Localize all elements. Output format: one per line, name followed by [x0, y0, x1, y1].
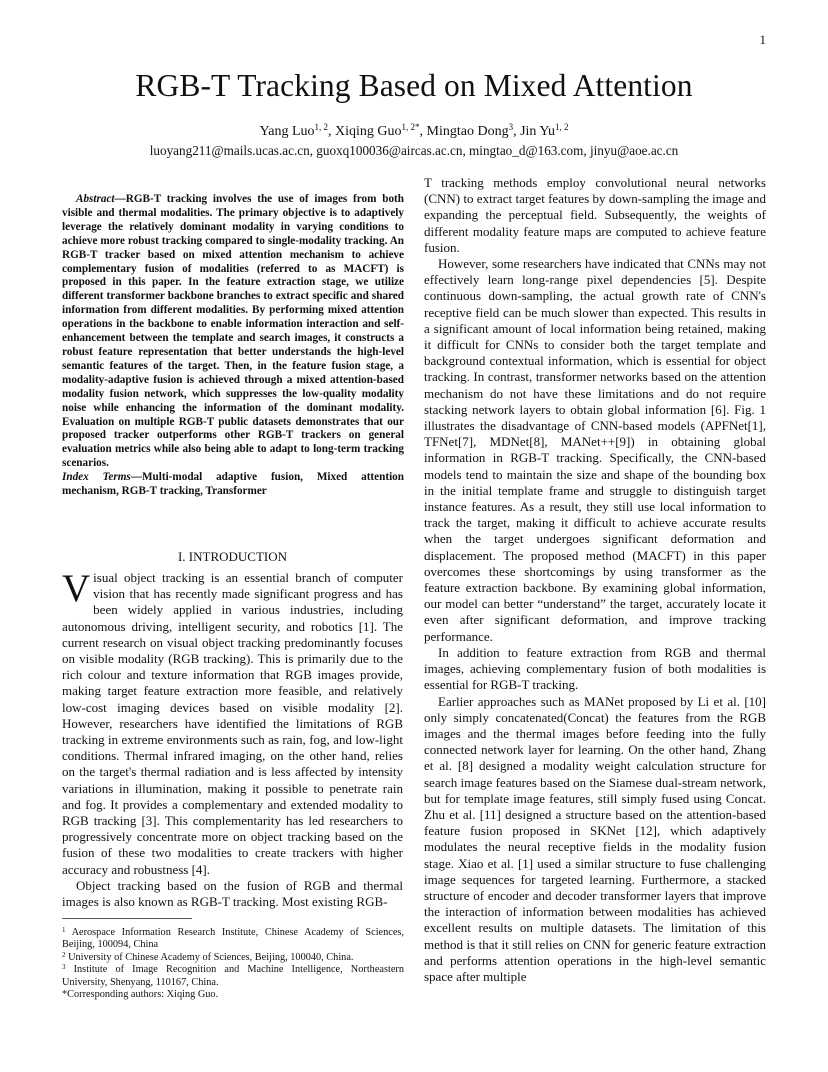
footnote-mark: 1	[62, 926, 66, 934]
author-line	[0, 124, 828, 140]
author-name: Jin Yu	[520, 124, 555, 139]
footnotes	[62, 927, 404, 1001]
intro-paragraph: Object tracking based on the fusion of RGB and thermal images is also known as RGB-T tracking. Most existing RGB-	[62, 877, 403, 910]
abstract-block	[62, 193, 404, 499]
intro-column	[62, 567, 403, 910]
right-column	[424, 175, 766, 985]
author-name: Xiqing Guo	[335, 124, 402, 139]
footnote-text: Aerospace Information Research Institute, Chinese Academy of Sciences, Beijing, 100094, China	[62, 927, 404, 951]
body-paragraph: However, some researchers have indicated that CNNs may not effectively learn long-range pixel dependencies [5]. Despite continuous down-sampling, the actual growth rate of CNN's receptive field can be much slower than expected. This results in a significant amount of local information being retained, making it difficult for CNNs to consider both the target template and background contextual information, which is essential for object tracking. In contrast, transformer networks based on the attention mechanism do not have these limitations and do not require stacking network layers to obtain global information [6]. Fig. 1 illustrates the disadvantage of CNN-based models (APFNet[1], TFNet[7], MDNet[8], MANet++[9]) in obtaining global information in RGB-T tracking. Specifically, the CNN-based models tend to maintain the size and shape of the bounding box in the initial template frame and struggle to distinguish target instance features. As a result, they still use local information to track the target, making it difficult to achieve accurate results when the target undergoes significant deformation and displacement. The proposed method (MACFT) in this paper overcomes these shortcomings by using transformer as the feature extraction backbone. By examining global information, our model can better “understand” the target, accurately locate it even after significant deformation, and improve tracking performance.	[424, 256, 766, 644]
footnote-text: *Corresponding authors: Xiqing Guo.	[62, 989, 219, 1001]
index-terms-text: Multi-modal adaptive fusion, Mixed attention mechanism, RGB-T tracking, Transformer	[62, 471, 404, 498]
author-separator: ,	[328, 124, 336, 139]
footnote	[62, 964, 404, 989]
footnote-mark: 2	[62, 950, 66, 959]
affiliation-mark: 1, 2	[314, 122, 329, 132]
abstract-text: RGB-T tracking involves the use of images from both visible and thermal modalities. The primary objective is to adaptively leverage the relatively dominant modality in varying conditions to achieve more robust tracking compared to single-modality tracking. An RGB-T tracker based on mixed attention mechanism to achieve complementary fusion of modalities (referred to as MACFT) is proposed in this paper. In the feature extraction stage, we utilize different transformer backbone branches to extract specific and shared information from different modalities. By performing mixed attention operations in the backbone to enable information interaction and self-enhancement between the template and search images, it constructs a robust feature representation that better understands the high-level semantic features of the target. Then, in the feature fusion stage, a modality-adaptive fusion is achieved through a mixed attention-based modality fusion network, which suppresses the low-quality modality noise while enhancing the information of the dominant modality. Evaluation on multiple RGB-T public datasets demonstrates that our proposed tracker outperforms other RGB-T trackers on general evaluation metrics while also being able to adapt to long-term tracking scenarios.	[62, 193, 404, 470]
body-paragraph: In addition to feature extraction from RGB and thermal images, achieving complementary fusion of both modalities is essential for RGB-T tracking.	[424, 644, 766, 693]
abstract-label: Abstract	[76, 193, 115, 205]
affiliation-mark: 1, 2	[554, 122, 569, 132]
footnote	[62, 927, 404, 952]
body-paragraph: T tracking methods employ convolutional neural networks (CNN) to extract target features by down-sampling the image and expanding the perceptual field. Subsequently, the weights of different modality feature maps are computed to achieve feature fusion.	[424, 175, 766, 255]
page-number: 1	[759, 32, 766, 47]
author-name: Yang Luo	[259, 124, 315, 139]
intro-text: isual object tracking is an essential branch of computer vision that has recently made significant progress and has been widely applied in various industries, including autonomous driving, intelligent security, and robotics [1]. The current research on visual object tracking predominantly focuses on visible modality (RGB tracking). This is primarily due to the rich colour and texture information that RGB images provide, making target feature extraction more feasible, and relatively low-cost imaging devices based on visible modality [2]. However, researchers have identified the limitations of RGB tracking in extreme environments such as rain, fog, and low-light conditions. Thermal infrared imaging, on the other hand, relies on the target's thermal radiation and is less affected by intensity variations in illumination, making it possible to penetrate rain and fog. It provides a complementary and extended modality to RGB tracking [3]. This complementarity has led researchers to progressively concentrate more on object tracking based on the fusion of these two modalities to create trackers with higher accuracy and robustness [4].	[62, 570, 403, 877]
abstract-paragraph: Abstract—RGB-T tracking involves the use of images from both visible and thermal modalities. The primary objective is to adaptively leverage the relatively dominant modality in varying conditions to achieve more robust tracking compared to single-modality tracking. An RGB-T tracker based on mixed attention mechanism to achieve complementary fusion of modalities (referred to as MACFT) is proposed in this paper. In the feature extraction stage, we utilize different transformer backbone branches to extract specific and shared information from different modalities. By performing mixed attention operations in the backbone to enable information interaction and self-enhancement between the template and search images, it constructs a robust feature representation that better understands the high-level semantic features of the target. Then, in the feature fusion stage, a modality-adaptive fusion is achieved through a mixed attention-based modality fusion network, which suppresses the low-quality modality noise while enhancing the information of the dominant modality. Evaluation on multiple RGB-T public datasets demonstrates that our proposed tracker outperforms other RGB-T trackers on general evaluation metrics while also being able to adapt to long-term tracking scenarios.	[62, 193, 404, 470]
author-separator: ,	[513, 124, 521, 139]
affiliation-mark: 1, 2*	[401, 122, 420, 132]
footnote	[62, 989, 404, 1001]
affiliation-mark: 3	[508, 122, 514, 132]
index-terms-paragraph: Index Terms—Multi-modal adaptive fusion, Mixed attention mechanism, RGB-T tracking, Transformer	[62, 471, 404, 498]
body-paragraph: Earlier approaches such as MANet proposed by Li et al. [10] only simply concatenated(Concat) the features from the RGB images and the thermal images before feeding into the fully connected network layer for learning. On the other hand, Zhang et al. [8] designed a modality weight calculation structure for search image features based on the Siamese dual-stream network, but for template image features, still simply fused using Concat. Zhu et al. [11] designed a structure based on the attention-based feature fusion proposed in SKNet [12], which adaptively modulates the neural receptive fields in the modality fusion stage. Xiao et al. [1] used a similar structure to fuse challenging image sequences for targeted learning. Furthermore, a stacked structure of encoder and decoder transformer layers that improve the interaction of information between modalities has achieved excellent results on multiple datasets. The limitation of this method is that it still relies on CNN for generic feature extraction and performs attention operations in the high-level semantic space after multiple	[424, 693, 766, 984]
footnote-rule	[62, 918, 192, 919]
footnote	[62, 952, 404, 964]
author-emails: luoyang211@mails.ucas.ac.cn, guoxq100036@aircas.ac.cn, mingtao_d@163.com, jinyu@aoe.ac.cn	[149, 143, 679, 158]
footnote-mark: 3	[62, 963, 66, 972]
paper-title: RGB-T Tracking Based on Mixed Attention	[135, 68, 693, 103]
footnote-text: University of Chinese Academy of Sciences, Beijing, 100040, China.	[65, 951, 354, 963]
author-name: Mingtao Dong	[426, 124, 509, 139]
drop-cap: V	[62, 567, 91, 610]
author-separator: ,	[419, 124, 427, 139]
section-heading: I. INTRODUCTION	[177, 549, 288, 564]
index-terms-label: Index Terms	[62, 471, 131, 484]
intro-paragraph	[62, 567, 403, 878]
footnote-text: Institute of Image Recognition and Machine Intelligence, Northeastern University, Shenyang, 110167, China.	[62, 964, 404, 988]
